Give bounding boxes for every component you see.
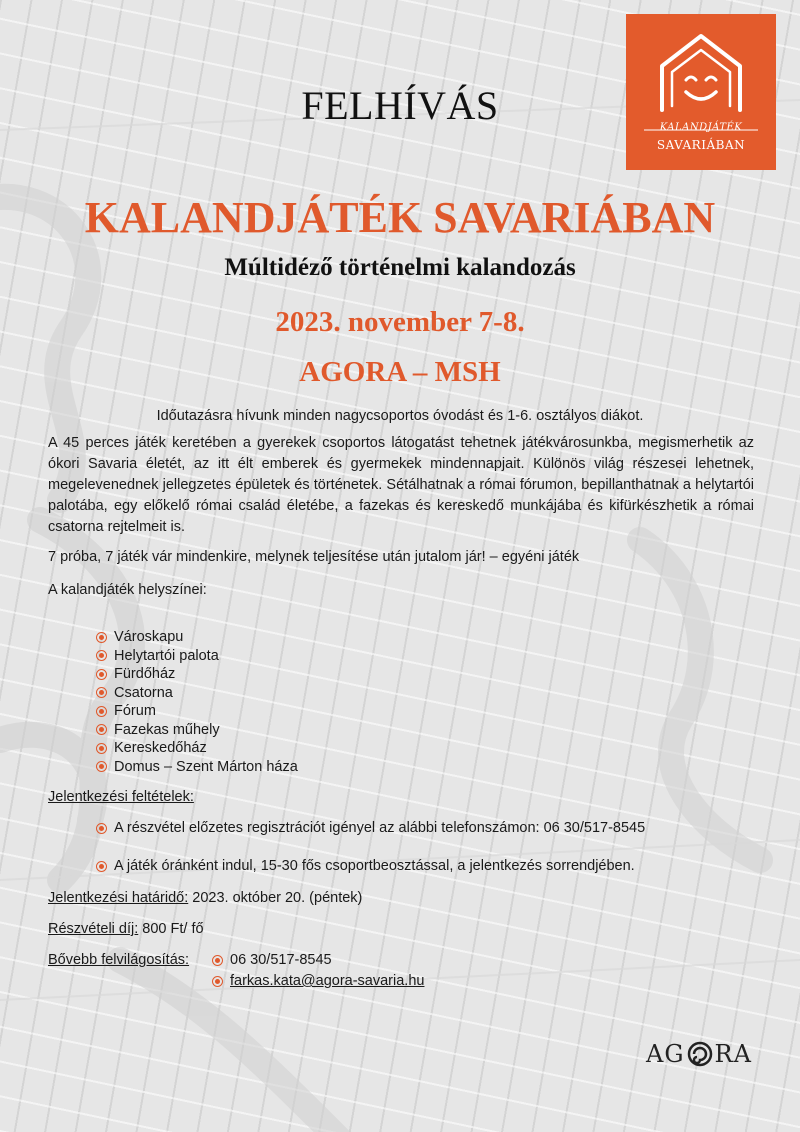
bullet-icon — [96, 687, 107, 698]
bullet-icon — [96, 861, 107, 872]
location-label: Fürdőház — [114, 666, 176, 682]
locations-list — [96, 628, 298, 776]
bullet-icon — [96, 669, 107, 680]
locations-heading: A kalandjáték helyszínei: — [48, 582, 207, 598]
info-email-row — [212, 971, 424, 992]
bullet-icon — [96, 724, 107, 735]
condition-text: A részvétel előzetes regisztrációt igényel az alábbi telefonszámon: 06 30/517-8545 — [114, 820, 646, 836]
page-title: KALANDJÁTÉK SAVARIÁBAN — [84, 193, 716, 242]
info-phone: 06 30/517-8545 — [230, 952, 332, 968]
logo-line-1: KALANDJÁTÉK — [659, 122, 743, 133]
bullet-icon — [212, 976, 223, 987]
bullet-icon — [96, 743, 107, 754]
location-label: Kereskedőház — [114, 740, 207, 756]
page-subtitle: Múltidéző történelmi kalandozás — [224, 254, 576, 281]
event-venue: AGORA – MSH — [299, 356, 501, 388]
info-heading: Bővebb felvilágosítás: — [48, 952, 190, 968]
condition-item — [96, 856, 635, 877]
list-item — [96, 739, 298, 758]
event-date: 2023. november 7-8. — [275, 306, 525, 338]
list-item — [96, 702, 298, 721]
rules-text: 7 próba, 7 játék vár mindenkire, melynek teljesítése után jutalom jár! – egyéni játék — [48, 549, 580, 565]
bullet-icon — [96, 632, 107, 643]
conditions-heading: Jelentkezési feltételek: — [48, 789, 194, 805]
list-item — [96, 684, 298, 703]
agora-logo-right: RA — [714, 1040, 752, 1068]
bullet-icon — [96, 761, 107, 772]
list-item — [96, 665, 298, 684]
list-item — [96, 628, 298, 647]
deadline-row — [48, 888, 362, 909]
bullet-icon — [96, 706, 107, 717]
email-link[interactable]: farkas.kata@agora-savaria.hu — [230, 973, 425, 989]
spiral-icon — [687, 1041, 713, 1067]
location-label: Helytartói palota — [114, 647, 219, 664]
deadline-value: 2023. október 20. (péntek) — [188, 890, 363, 906]
list-item — [96, 647, 298, 666]
condition-item — [96, 818, 645, 839]
info-phone-row — [212, 950, 332, 971]
location-label: Domus – Szent Márton háza — [114, 758, 298, 775]
fee-row — [48, 919, 204, 940]
list-item — [96, 721, 298, 740]
call-heading: FELHÍVÁS — [301, 83, 499, 128]
location-label: Csatorna — [114, 684, 173, 701]
bullet-icon — [212, 955, 223, 966]
deadline-label: Jelentkezési határidő: — [48, 890, 189, 906]
location-label: Fazekas műhely — [114, 721, 220, 738]
fee-value: 800 Ft/ fő — [138, 921, 204, 937]
intro-text: Időutazásra hívunk minden nagycsoportos óvodást és 1-6. osztályos diákot. — [156, 408, 644, 424]
bullet-icon — [96, 823, 107, 834]
location-label: Fórum — [114, 703, 156, 719]
description-paragraph: A 45 perces játék keretében a gyerekek csoportos látogatást tehetnek játékvárosunkba, megismerhetik az ókori Savaria életét, az itt élt emberek és gyermekek mindennapjait. Különös világ részesei lehetnek, megelevenednek jellegzetes épületek és történetek. Sétálhatnak a római fórumon, bepillanthatnak a helytartói palotába, egy előkelő római család életébe, a fazekas és kereskedő munkájába és kifürkészhetik a római csatorna rejtelmeit is. — [48, 435, 754, 535]
fee-label: Részvételi díj: — [48, 921, 139, 937]
condition-text: A játék óránként indul, 15-30 fős csoportbeosztással, a jelentkezés sorrendjében. — [114, 858, 635, 874]
agora-logo-left: AG — [646, 1040, 685, 1068]
location-label: Városkapu — [114, 629, 184, 645]
logo-line-2: SAVARIÁBAN — [656, 138, 746, 152]
agora-logo — [646, 1038, 752, 1070]
bullet-icon — [96, 650, 107, 661]
list-item — [96, 758, 298, 777]
